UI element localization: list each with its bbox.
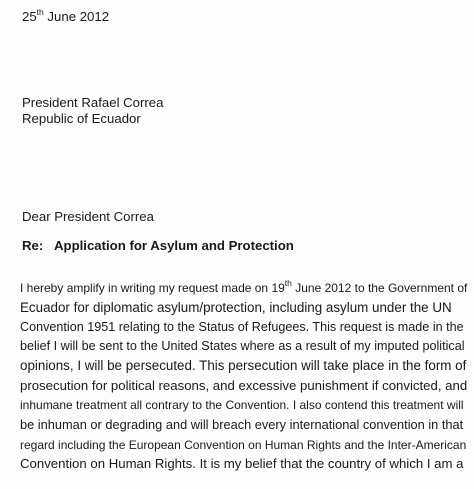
body-line-5: opinions, I will be persecuted. This persecution will take place in the form of	[20, 358, 467, 373]
date-rest: June 2012	[43, 9, 110, 24]
subject-text: Application for Asylum and Protection	[54, 238, 294, 253]
body-line-1	[20, 280, 467, 296]
letter-date	[22, 6, 110, 25]
recipient-name: President Rafael Correa	[22, 95, 164, 110]
body-line-8: be inhuman or degrading and will breach every international convention in that	[20, 417, 464, 432]
date-day: 25	[22, 9, 37, 24]
body-line-2: Ecuador for diplomatic asylum/protection, including asylum under the UN	[20, 300, 452, 315]
body-line-4: belief I will be sent to the United States where as a result of my imputed political	[20, 339, 465, 353]
body-line-9: regard including the European Convention on Human Rights and the Inter-American	[20, 438, 467, 452]
subject-label: Re:	[22, 238, 44, 253]
subject-line	[22, 238, 294, 254]
body-line-1-before: I hereby amplify in writing my request made on 19	[20, 281, 285, 295]
body-line-10: Convention on Human Rights. It is my belief that the country of which I am a	[20, 456, 464, 471]
body-line-3: Convention 1951 relating to the Status of Refugees. This request is made in the	[20, 320, 464, 334]
salutation: Dear President Correa	[22, 209, 154, 224]
date-suffix: th	[36, 6, 44, 17]
body-line-7: inhumane treatment all contrary to the Convention. I also contend this treatment will	[20, 398, 464, 412]
recipient-org: Republic of Ecuador	[22, 111, 141, 126]
body-line-1-suffix: th	[284, 278, 292, 288]
body-line-1-after: June 2012 to the Government of	[291, 281, 468, 295]
body-line-6: prosecution for political reasons, and excessive punishment if convicted, and	[20, 378, 468, 393]
